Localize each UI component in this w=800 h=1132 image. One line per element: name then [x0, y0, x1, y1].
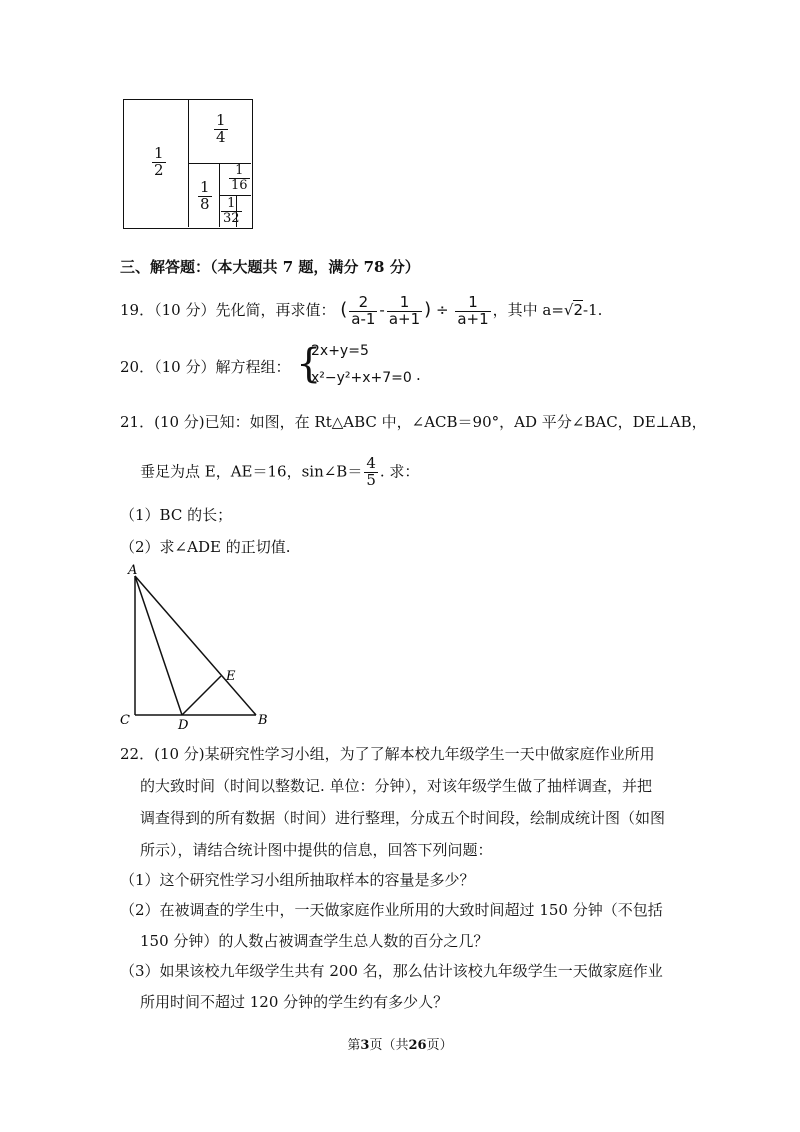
sqrt-icon: √ — [563, 301, 574, 319]
footer-page-number: 3 — [360, 1038, 370, 1053]
q19-number: 19． — [120, 301, 155, 319]
q19-frac-2: $\frac{1}{a+1}$ — [388, 292, 421, 328]
question-20 — [120, 356, 290, 378]
fraction-thirtysecond: $\frac{1}{32}$ — [223, 196, 240, 226]
q22-line-4: 所示），请结合统计图中提供的信息，回答下列问题： — [140, 841, 493, 859]
q21-line-2 — [140, 456, 419, 489]
q19-condition: ，其中 a= — [492, 301, 564, 319]
q22-sub-3a: （3）如果该校九年级学生共有 200 名，那么估计该校九年级学生一天做家庭作业 — [120, 962, 663, 980]
q19-rparen: ) — [424, 299, 432, 320]
fraction-half: $\frac{1}{2}$ — [154, 144, 164, 179]
label-c: C — [120, 713, 130, 728]
q22-sub-3b: 所用时间不超过 120 分钟的学生约有多少人？ — [140, 993, 449, 1011]
q20-equation-1: 2x+y=5 — [311, 343, 369, 359]
segment-ad — [135, 576, 182, 715]
page-footer — [0, 1034, 800, 1053]
q20-end: . — [416, 366, 421, 384]
q19-frac-3: $\frac{1}{a+1}$ — [457, 292, 489, 328]
fraction-quarter: $\frac{1}{4}$ — [216, 111, 226, 146]
side-ab — [135, 576, 256, 715]
q20-prompt: （10 分）解方程组： — [154, 358, 291, 376]
footer-mid: 页（共 — [369, 1038, 409, 1053]
q21-sin-fraction: $\frac{4}{5}$ — [366, 454, 376, 489]
brace-icon: { — [296, 341, 322, 387]
label-e: E — [226, 669, 236, 684]
q19-condition-end: -1. — [583, 301, 603, 319]
q21-line-2-text: 垂足为点 E，AE＝16，sin∠B＝ — [140, 462, 363, 481]
triangle-figure — [110, 558, 290, 730]
footer-suffix: 页） — [426, 1038, 453, 1053]
fraction-sixteenth: $\frac{1}{16}$ — [231, 163, 248, 193]
q20-number: 20． — [120, 358, 155, 376]
q22-sub-2b: 150 分钟）的人数占被调查学生总人数的百分之几？ — [140, 932, 489, 950]
q21-sub-2: （2）求∠ADE 的正切值. — [120, 538, 291, 556]
q21-line-1: 21．(10 分)已知：如图，在 Rt△ABC 中，∠ACB＝90°，AD 平分∠BAC，DE⊥AB， — [120, 413, 707, 431]
segment-de — [182, 676, 221, 715]
q19-prompt: （10 分）先化简，再求值： — [154, 301, 336, 319]
q19-sqrt-value: 2 — [573, 301, 584, 319]
label-d: D — [178, 718, 189, 730]
q20-equation-2: x²−y²+x+7=0 — [311, 370, 412, 386]
label-a: A — [128, 563, 138, 578]
q19-divide: ÷ — [435, 301, 449, 319]
section-heading: 三、解答题：（本大题共 7 题，满分 78 分） — [120, 258, 420, 276]
q22-sub-1: （1）这个研究性学习小组所抽取样本的容量是多少？ — [120, 871, 475, 889]
q22-line-3: 调查得到的所有数据（时间）进行整理，分成五个时间段，绘制成统计图（如图 — [140, 809, 666, 827]
q19-frac-1: $\frac{2}{a-1}$ — [351, 292, 376, 328]
q22-line-2: 的大致时间（时间以整数记. 单位：分钟），对该年级学生做了抽样调查，并把 — [140, 777, 653, 795]
sixteenth-divider — [219, 195, 251, 196]
q21-line-2-end: . 求： — [379, 462, 420, 481]
question-19 — [120, 292, 602, 328]
q22-line-1: 22．(10 分)某研究性学习小组，为了了解本校九年级学生一天中做家庭作业所用 — [120, 745, 655, 763]
q21-sub-1: （1）BC 的长； — [120, 506, 233, 524]
q19-minus: - — [379, 301, 385, 319]
q19-lparen: ( — [340, 299, 348, 320]
label-b: B — [258, 713, 268, 728]
footer-prefix: 第 — [347, 1038, 361, 1053]
footer-total-pages: 26 — [408, 1038, 427, 1053]
q22-sub-2a: （2）在被调查的学生中，一天做家庭作业所用的大致时间超过 150 分钟（不包括 — [120, 901, 663, 919]
fraction-eighth: $\frac{1}{8}$ — [200, 178, 210, 213]
